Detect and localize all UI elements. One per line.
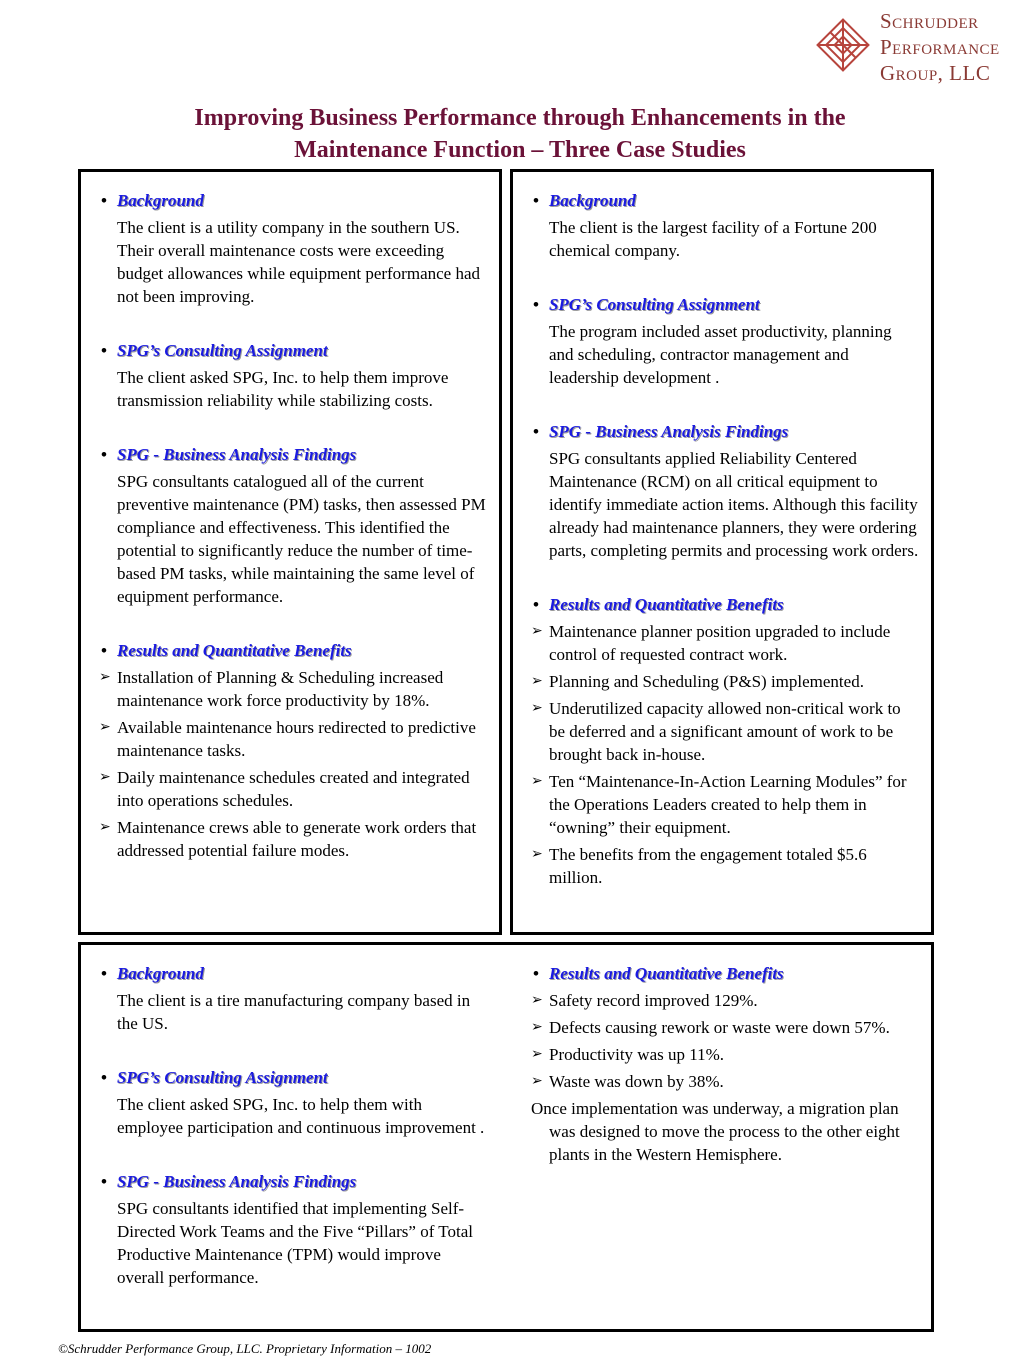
arrow-bullet-icon: ➢	[99, 770, 111, 785]
list-item: ➢ Available maintenance hours redirected to predictive maintenance tasks.	[99, 718, 476, 760]
case1-assignment-heading: • SPG’s Consulting Assignment	[101, 341, 328, 360]
list-item: ➢ Ten “Maintenance-In-Action Learning Modules” for the Operations Leaders created to help them in “owning” their equipment.	[531, 772, 907, 837]
arrow-bullet-icon: ➢	[99, 670, 111, 685]
case2-background-heading: • Background	[533, 191, 636, 210]
list-item: ➢ Waste was down by 38%.	[531, 1072, 724, 1091]
arrow-bullet-icon: ➢	[531, 701, 543, 716]
case-study-2-box	[510, 169, 934, 935]
case1-findings-heading: • SPG - Business Analysis Findings	[101, 445, 357, 464]
arrow-bullet-icon: ➢	[531, 993, 543, 1008]
list-item: ➢ Underutilized capacity allowed non-critical work to be deferred and a significant amount of work to be brought back in-house.	[531, 699, 901, 764]
logo-line-1: Schrudder	[880, 9, 979, 33]
case2-background-text: The client is the largest facility of a Fortune 200 chemical company.	[549, 218, 877, 260]
case1-findings-text: SPG consultants catalogued all of the current preventive maintenance (PM) tasks, then assessed PM compliance and effectiveness. This identified the potential to significantly reduce the number of time-based PM tasks, while maintaining the same level of equipment performance.	[117, 472, 486, 606]
arrow-bullet-icon: ➢	[531, 847, 543, 862]
case1-background-text: The client is a utility company in the southern US. Their overall maintenance costs were exceeding budget allowances while equipment performance had not been improving.	[117, 218, 481, 306]
case-study-1-box	[78, 169, 502, 935]
case2-assignment-text: The program included asset productivity, planning and scheduling, contractor management and leadership development .	[549, 322, 892, 387]
list-item: ➢ Installation of Planning & Scheduling increased maintenance work force productivity by 18%.	[99, 668, 444, 710]
list-item: ➢ Daily maintenance schedules created and integrated into operations schedules.	[99, 768, 470, 810]
case3-findings-text: SPG consultants identified that implementing Self-Directed Work Teams and the Five “Pillars” of Total Productive Maintenance (TPM) would improve overall performance.	[117, 1199, 473, 1287]
case1-background-heading: • Background	[101, 191, 204, 210]
case3-assignment-heading: • SPG’s Consulting Assignment	[101, 1068, 328, 1087]
case2-findings-text: SPG consultants applied Reliability Centered Maintenance (RCM) on all critical equipment to identify immediate action items. Although this facility already had maintenance planners, they were ordering parts, completing permits and processing work orders.	[549, 449, 919, 560]
logo-line-3: Group, LLC	[880, 61, 991, 85]
company-logo	[812, 8, 1022, 96]
arrow-bullet-icon: ➢	[531, 1047, 543, 1062]
arrow-bullet-icon: ➢	[531, 774, 543, 789]
page-title	[0, 102, 1024, 166]
diamond-logo-icon	[812, 14, 874, 76]
list-item: ➢ Maintenance planner position upgraded to include control of requested contract work.	[531, 622, 891, 664]
list-item: ➢ Defects causing rework or waste were down 57%.	[531, 1018, 890, 1037]
list-item: ➢ Safety record improved 129%.	[531, 991, 758, 1010]
list-item: ➢ Maintenance crews able to generate work orders that addressed potential failure modes.	[99, 818, 477, 860]
case1-results-heading: • Results and Quantitative Benefits	[101, 641, 352, 660]
logo-wordmark	[880, 8, 1000, 86]
case2-results-heading: • Results and Quantitative Benefits	[533, 595, 784, 614]
footer-copyright: ©Schrudder Performance Group, LLC. Proprietary Information – 1002	[58, 1341, 432, 1356]
case-study-3-right-column	[531, 962, 921, 1166]
arrow-bullet-icon: ➢	[99, 720, 111, 735]
logo-line-2: Performance	[880, 35, 1000, 59]
list-item: ➢ Productivity was up 11%.	[531, 1045, 725, 1064]
case2-assignment-heading: • SPG’s Consulting Assignment	[533, 295, 760, 314]
arrow-bullet-icon: ➢	[99, 820, 111, 835]
case2-findings-heading: • SPG - Business Analysis Findings	[533, 422, 789, 441]
case3-results-heading: • Results and Quantitative Benefits	[533, 964, 784, 983]
arrow-bullet-icon: ➢	[531, 1074, 543, 1089]
case-study-3-box	[78, 942, 934, 1332]
title-line-2: Maintenance Function – Three Case Studies	[294, 137, 746, 163]
case3-findings-heading: • SPG - Business Analysis Findings	[101, 1172, 357, 1191]
list-item: ➢ Planning and Scheduling (P&S) implemented.	[531, 672, 864, 691]
case-study-3-left-column	[99, 962, 487, 1289]
case-study-1-content	[99, 189, 487, 866]
case3-closing-text: Once implementation was underway, a migration plan was designed to move the process to the other eight plants in the Western Hemisphere.	[531, 1099, 900, 1164]
case-study-2-content	[531, 189, 919, 893]
arrow-bullet-icon: ➢	[531, 1020, 543, 1035]
case1-assignment-text: The client asked SPG, Inc. to help them improve transmission reliability while stabilizing costs.	[117, 368, 449, 410]
arrow-bullet-icon: ➢	[531, 624, 543, 639]
list-item: ➢ The benefits from the engagement totaled $5.6 million.	[531, 845, 867, 887]
case3-assignment-text: The client asked SPG, Inc. to help them with employee participation and continuous improvement .	[117, 1095, 485, 1137]
case3-background-text: The client is a tire manufacturing company based in the US.	[117, 991, 471, 1033]
title-line-1: Improving Business Performance through Enhancements in the	[194, 105, 846, 131]
case3-background-heading: • Background	[101, 964, 204, 983]
arrow-bullet-icon: ➢	[531, 674, 543, 689]
